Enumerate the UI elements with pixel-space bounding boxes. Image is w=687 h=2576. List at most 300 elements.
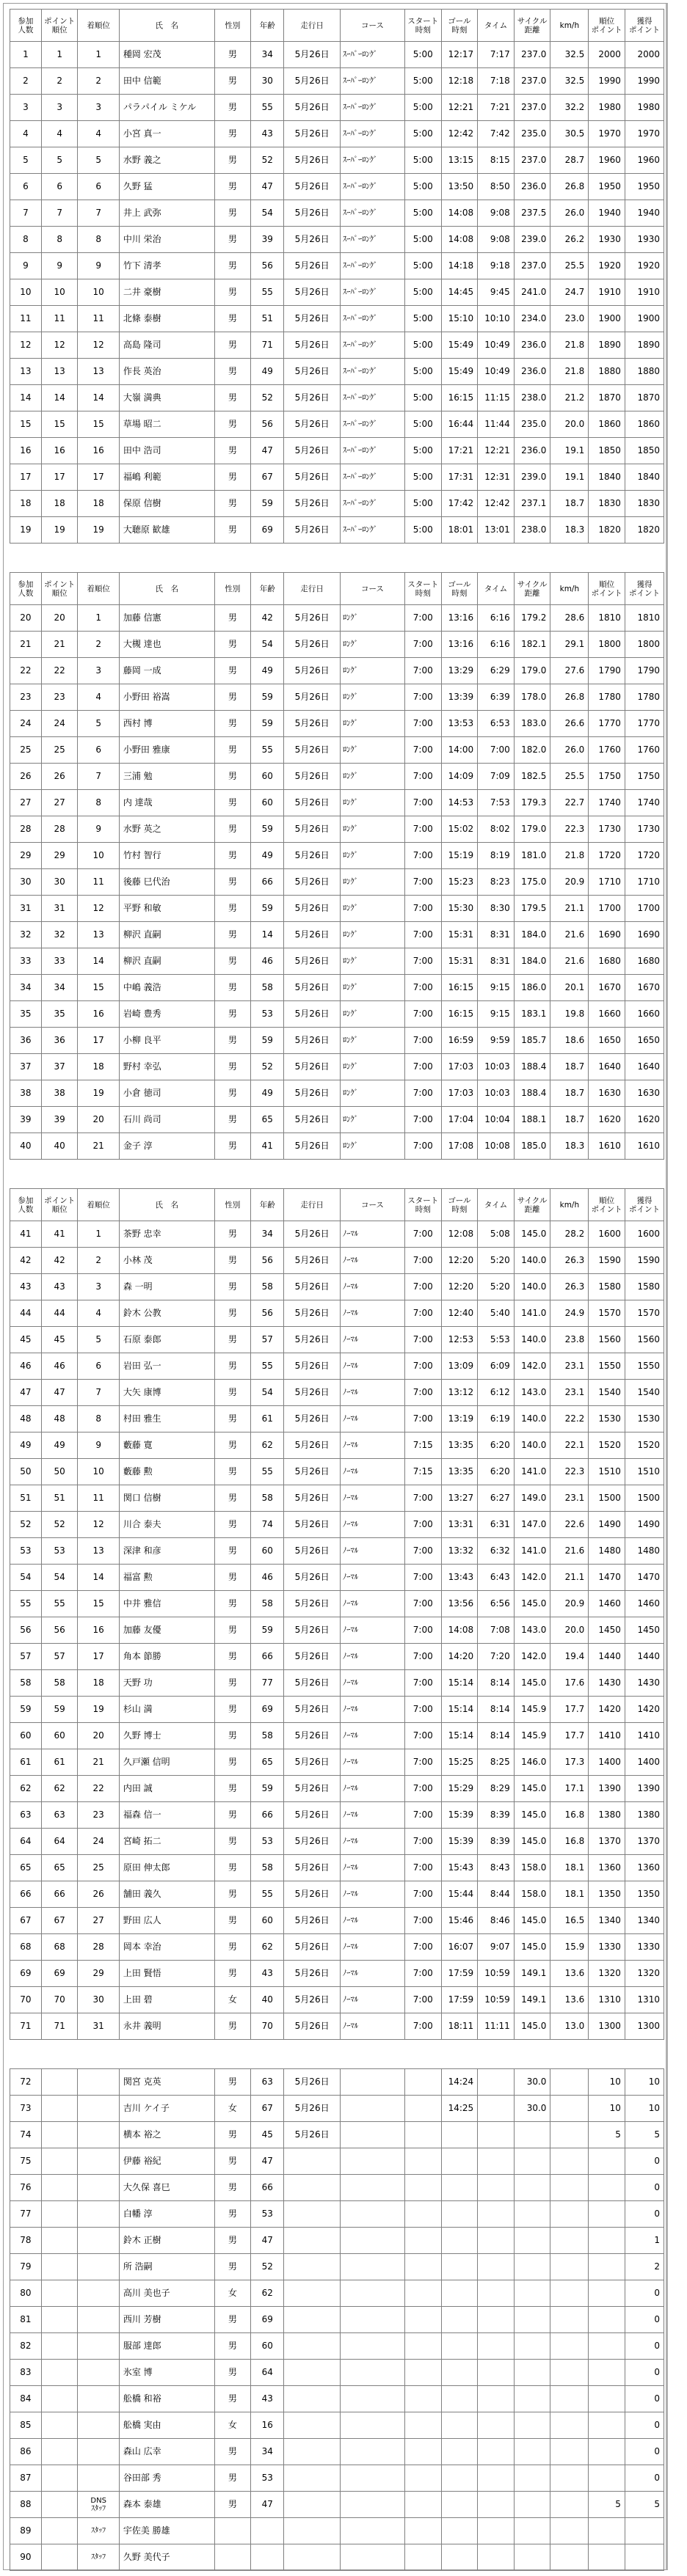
cell-elapsed-time: 10:59 [478, 1961, 515, 1987]
cell-finish-rank [78, 2333, 119, 2360]
cell-elapsed-time: 9:08 [478, 227, 515, 253]
cell-point-rank: 58 [41, 1670, 78, 1697]
cell-ride-date: 5月26日 [284, 1802, 341, 1829]
cell-ride-date: 5月26日 [284, 1248, 341, 1274]
cell-gender: 男 [214, 2333, 251, 2360]
cell-gender: 男 [214, 1353, 251, 1380]
cell-distance [514, 2465, 550, 2492]
cell-point-rank [41, 2465, 78, 2492]
cell-start-time [404, 2465, 441, 2492]
cell-finish-rank: 15 [78, 411, 119, 438]
cell-name: 小野田 裕嵩 [119, 684, 214, 711]
cell-entrant-no: 89 [10, 2518, 42, 2544]
cell-age: 74 [251, 1512, 284, 1538]
cell-entrant-no: 65 [10, 1855, 42, 1881]
cell-speed: 21.6 [550, 1538, 589, 1565]
cell-age: 60 [251, 1538, 284, 1565]
cell-course: ｽｰﾊﾟｰﾛﾝｸﾞ [340, 68, 404, 95]
cell-age: 16 [251, 2412, 284, 2439]
cell-distance: 146.0 [514, 1749, 550, 1776]
cell-entrant-no: 71 [10, 2013, 42, 2040]
cell-goal-time: 15:46 [441, 1908, 478, 1934]
cell-elapsed-time [478, 2069, 515, 2096]
cell-name: 平野 和敏 [119, 896, 214, 922]
cell-distance: 145.0 [514, 1802, 550, 1829]
cell-ride-date: 5月26日 [284, 975, 341, 1001]
cell-finish-rank: 10 [78, 1459, 119, 1485]
cell-gender: 男 [214, 1300, 251, 1327]
cell-age: 55 [251, 95, 284, 121]
cell-finish-rank: 1 [78, 1221, 119, 1248]
cell-ride-date: 5月26日 [284, 68, 341, 95]
cell-start-time: 7:00 [404, 1617, 441, 1644]
table-row [10, 711, 664, 737]
cell-start-time: 7:00 [404, 605, 441, 632]
cell-goal-time: 16:44 [441, 411, 478, 438]
cell-point-rank [41, 2096, 78, 2122]
cell-point-rank: 24 [41, 711, 78, 737]
table-row [10, 1908, 664, 1934]
cell-ride-date [284, 2360, 341, 2386]
cell-distance: 182.5 [514, 764, 550, 790]
cell-course: ﾉｰﾏﾙ [340, 1644, 404, 1670]
cell-entrant-no: 53 [10, 1538, 42, 1565]
cell-speed [550, 2465, 589, 2492]
cell-point-rank [41, 2307, 78, 2333]
cell-course: ｽｰﾊﾟｰﾛﾝｸﾞ [340, 42, 404, 68]
cell-goal-time: 13:16 [441, 632, 478, 658]
header-ride-date: 走行日 [284, 10, 341, 42]
cell-name: 谷田部 秀 [119, 2465, 214, 2492]
cell-distance: 182.1 [514, 632, 550, 658]
cell-gender: 男 [214, 1001, 251, 1028]
cell-name: 横本 裕之 [119, 2122, 214, 2148]
cell-course: ﾉｰﾏﾙ [340, 1248, 404, 1274]
cell-start-time: 5:00 [404, 253, 441, 279]
cell-entrant-no: 37 [10, 1054, 42, 1080]
header-speed: km/h [550, 1189, 589, 1221]
cell-course: ﾛﾝｸﾞ [340, 869, 404, 896]
cell-start-time: 7:00 [404, 1723, 441, 1749]
cell-start-time: 7:00 [404, 1749, 441, 1776]
cell-age: 60 [251, 2333, 284, 2360]
cell-speed: 19.1 [550, 464, 589, 491]
cell-entrant-no: 40 [10, 1133, 42, 1160]
cell-ride-date: 5月26日 [284, 1406, 341, 1432]
cell-elapsed-time: 9:15 [478, 1001, 515, 1028]
cell-earned-points: 1730 [625, 816, 664, 843]
cell-elapsed-time: 5:20 [478, 1248, 515, 1274]
cell-course: ｽｰﾊﾟｰﾛﾝｸﾞ [340, 147, 404, 174]
cell-elapsed-time [478, 2386, 515, 2412]
cell-finish-rank: 21 [78, 1749, 119, 1776]
cell-speed: 26.8 [550, 174, 589, 200]
cell-age: 63 [251, 2069, 284, 2096]
cell-goal-time [441, 2307, 478, 2333]
cell-point-rank: 64 [41, 1829, 78, 1855]
cell-finish-rank: 31 [78, 2013, 119, 2040]
cell-elapsed-time: 6:29 [478, 658, 515, 684]
cell-name: 川合 泰夫 [119, 1512, 214, 1538]
cell-course: ﾛﾝｸﾞ [340, 711, 404, 737]
cell-finish-rank: 11 [78, 869, 119, 896]
cell-rank-points [589, 2254, 625, 2280]
cell-ride-date: 5月26日 [284, 1644, 341, 1670]
cell-speed: 32.5 [550, 42, 589, 68]
cell-gender: 男 [214, 1617, 251, 1644]
cell-speed: 20.9 [550, 1591, 589, 1617]
cell-point-rank: 62 [41, 1776, 78, 1802]
cell-entrant-no: 74 [10, 2122, 42, 2148]
table-row [10, 279, 664, 306]
cell-gender: 男 [214, 764, 251, 790]
cell-speed: 17.1 [550, 1776, 589, 1802]
cell-name: 水野 義之 [119, 147, 214, 174]
cell-earned-points: 1440 [625, 1644, 664, 1670]
cell-point-rank: 68 [41, 1934, 78, 1961]
cell-distance: 140.0 [514, 1406, 550, 1432]
cell-earned-points: 1840 [625, 464, 664, 491]
cell-point-rank: 26 [41, 764, 78, 790]
cell-elapsed-time: 6:19 [478, 1406, 515, 1432]
cell-elapsed-time [478, 2254, 515, 2280]
cell-earned-points: 1700 [625, 896, 664, 922]
cell-entrant-no: 12 [10, 332, 42, 359]
cell-goal-time: 13:12 [441, 1380, 478, 1406]
cell-point-rank: 7 [41, 200, 78, 227]
cell-entrant-no: 23 [10, 684, 42, 711]
table-row [10, 1054, 664, 1080]
cell-goal-time: 14:20 [441, 1644, 478, 1670]
table-row [10, 332, 664, 359]
cell-ride-date: 5月26日 [284, 1001, 341, 1028]
cell-speed [550, 2096, 589, 2122]
cell-course: ﾛﾝｸﾞ [340, 1028, 404, 1054]
table-row [10, 147, 664, 174]
cell-ride-date: 5月26日 [284, 359, 341, 385]
cell-elapsed-time: 10:03 [478, 1080, 515, 1107]
cell-entrant-no: 82 [10, 2333, 42, 2360]
cell-rank-points: 1930 [589, 227, 625, 253]
cell-ride-date: 5月26日 [284, 1300, 341, 1327]
cell-rank-points: 1890 [589, 332, 625, 359]
cell-elapsed-time: 9:45 [478, 279, 515, 306]
cell-start-time: 7:00 [404, 1829, 441, 1855]
cell-finish-rank [78, 2228, 119, 2254]
cell-gender [214, 2544, 251, 2571]
cell-gender: 男 [214, 1538, 251, 1565]
cell-age: 56 [251, 1248, 284, 1274]
cell-goal-time: 15:14 [441, 1723, 478, 1749]
cell-earned-points: 1430 [625, 1670, 664, 1697]
cell-start-time: 7:00 [404, 1107, 441, 1133]
cell-distance: 147.0 [514, 1512, 550, 1538]
cell-point-rank: 46 [41, 1353, 78, 1380]
cell-ride-date [284, 2175, 341, 2201]
cell-gender: 男 [214, 843, 251, 869]
cell-ride-date: 5月26日 [284, 1380, 341, 1406]
cell-goal-time: 12:53 [441, 1327, 478, 1353]
cell-course [340, 2280, 404, 2307]
cell-ride-date: 5月26日 [284, 411, 341, 438]
cell-name: 永井 義明 [119, 2013, 214, 2040]
cell-elapsed-time: 10:10 [478, 306, 515, 332]
cell-point-rank: 51 [41, 1485, 78, 1512]
cell-start-time: 7:00 [404, 1512, 441, 1538]
cell-entrant-no: 60 [10, 1723, 42, 1749]
cell-entrant-no: 18 [10, 491, 42, 517]
cell-start-time: 7:00 [404, 1670, 441, 1697]
table-row [10, 1380, 664, 1406]
cell-point-rank: 8 [41, 227, 78, 253]
cell-elapsed-time: 9:08 [478, 200, 515, 227]
cell-point-rank: 2 [41, 68, 78, 95]
cell-course: ﾛﾝｸﾞ [340, 1054, 404, 1080]
cell-gender: 男 [214, 1512, 251, 1538]
cell-speed: 21.8 [550, 843, 589, 869]
cell-finish-rank [78, 2360, 119, 2386]
cell-point-rank [41, 2175, 78, 2201]
table-row [10, 922, 664, 948]
cell-point-rank: 3 [41, 95, 78, 121]
cell-start-time: 7:00 [404, 922, 441, 948]
cell-finish-rank: 23 [78, 1802, 119, 1829]
cell-age: 58 [251, 1274, 284, 1300]
cell-finish-rank: 13 [78, 922, 119, 948]
cell-earned-points: 1650 [625, 1028, 664, 1054]
cell-entrant-no: 19 [10, 517, 42, 544]
cell-course: ｽｰﾊﾟｰﾛﾝｸﾞ [340, 332, 404, 359]
cell-age: 42 [251, 605, 284, 632]
cell-name: 宇佐美 勝雄 [119, 2518, 214, 2544]
cell-gender: 男 [214, 1697, 251, 1723]
cell-point-rank: 25 [41, 737, 78, 764]
cell-start-time: 5:00 [404, 332, 441, 359]
cell-speed: 17.7 [550, 1697, 589, 1723]
cell-gender: 男 [214, 2307, 251, 2333]
cell-earned-points: 1780 [625, 684, 664, 711]
cell-elapsed-time: 7:42 [478, 121, 515, 147]
cell-finish-rank [78, 2307, 119, 2333]
cell-name: 小林 茂 [119, 1248, 214, 1274]
cell-ride-date: 5月26日 [284, 896, 341, 922]
cell-start-time [404, 2307, 441, 2333]
cell-name: 内田 誠 [119, 1776, 214, 1802]
cell-course: ﾉｰﾏﾙ [340, 1565, 404, 1591]
cell-entrant-no: 59 [10, 1697, 42, 1723]
cell-start-time: 5:00 [404, 121, 441, 147]
cell-speed [550, 2492, 589, 2518]
cell-entrant-no: 20 [10, 605, 42, 632]
cell-speed: 18.1 [550, 1881, 589, 1908]
cell-finish-rank: 2 [78, 68, 119, 95]
cell-earned-points: 1350 [625, 1881, 664, 1908]
table-row [10, 1749, 664, 1776]
cell-speed: 32.5 [550, 68, 589, 95]
cell-goal-time: 15:31 [441, 948, 478, 975]
cell-speed: 21.8 [550, 332, 589, 359]
cell-name: 所 浩嗣 [119, 2254, 214, 2280]
cell-elapsed-time: 7:00 [478, 737, 515, 764]
header-point-rank: ポイント 順位 [41, 10, 78, 42]
cell-course: ｽｰﾊﾟｰﾛﾝｸﾞ [340, 227, 404, 253]
cell-gender: 男 [214, 975, 251, 1001]
cell-elapsed-time: 6:12 [478, 1380, 515, 1406]
cell-goal-time: 13:39 [441, 684, 478, 711]
cell-course: ﾉｰﾏﾙ [340, 1776, 404, 1802]
cell-gender: 男 [214, 253, 251, 279]
cell-speed: 17.7 [550, 1723, 589, 1749]
header-rank-points: 順位 ポイント [589, 573, 625, 605]
cell-goal-time: 15:31 [441, 922, 478, 948]
cell-start-time: 7:00 [404, 632, 441, 658]
cell-distance: 184.0 [514, 948, 550, 975]
cell-age: 43 [251, 2386, 284, 2412]
table-row [10, 2122, 664, 2148]
cell-earned-points: 1320 [625, 1961, 664, 1987]
cell-goal-time: 15:49 [441, 359, 478, 385]
cell-age: 70 [251, 2013, 284, 2040]
cell-name: 森本 泰雄 [119, 2492, 214, 2518]
table-row [10, 1221, 664, 1248]
cell-distance [514, 2439, 550, 2465]
cell-finish-rank: 10 [78, 843, 119, 869]
cell-point-rank: 45 [41, 1327, 78, 1353]
cell-earned-points: 2000 [625, 42, 664, 68]
cell-rank-points: 1340 [589, 1908, 625, 1934]
cell-finish-rank: 7 [78, 1380, 119, 1406]
cell-speed [550, 2148, 589, 2175]
cell-goal-time: 14:00 [441, 737, 478, 764]
cell-earned-points: 1530 [625, 1406, 664, 1432]
cell-finish-rank: 16 [78, 1001, 119, 1028]
cell-entrant-no: 1 [10, 42, 42, 68]
cell-point-rank: 57 [41, 1644, 78, 1670]
cell-course [340, 2492, 404, 2518]
cell-elapsed-time: 11:44 [478, 411, 515, 438]
cell-earned-points: 1390 [625, 1776, 664, 1802]
cell-earned-points: 0 [625, 2412, 664, 2439]
cell-start-time: 7:00 [404, 843, 441, 869]
cell-goal-time: 13:27 [441, 1485, 478, 1512]
cell-goal-time: 17:59 [441, 1961, 478, 1987]
cell-ride-date: 5月26日 [284, 42, 341, 68]
cell-finish-rank [78, 2412, 119, 2439]
cell-goal-time: 13:43 [441, 1565, 478, 1591]
cell-point-rank [41, 2439, 78, 2465]
header-finish-rank: 着順位 [78, 1189, 119, 1221]
cell-start-time: 7:00 [404, 1591, 441, 1617]
cell-finish-rank: 4 [78, 1300, 119, 1327]
cell-earned-points: 2 [625, 2254, 664, 2280]
cell-elapsed-time: 10:08 [478, 1133, 515, 1160]
cell-course: ﾉｰﾏﾙ [340, 1749, 404, 1776]
cell-goal-time: 15:30 [441, 896, 478, 922]
cell-course [340, 2333, 404, 2360]
cell-elapsed-time: 8:23 [478, 869, 515, 896]
cell-course: ｽｰﾊﾟｰﾛﾝｸﾞ [340, 491, 404, 517]
cell-rank-points: 1520 [589, 1432, 625, 1459]
cell-elapsed-time [478, 2492, 515, 2518]
cell-name: 中井 雅信 [119, 1591, 214, 1617]
cell-goal-time: 14:25 [441, 2096, 478, 2122]
cell-course: ﾉｰﾏﾙ [340, 1432, 404, 1459]
cell-distance: 185.0 [514, 1133, 550, 1160]
cell-distance: 235.0 [514, 121, 550, 147]
cell-elapsed-time [478, 2307, 515, 2333]
cell-goal-time [441, 2544, 478, 2571]
cell-start-time: 5:00 [404, 147, 441, 174]
cell-finish-rank: DNS ｽﾀｯﾌ [78, 2492, 119, 2518]
cell-gender: 男 [214, 491, 251, 517]
cell-ride-date: 5月26日 [284, 737, 341, 764]
cell-elapsed-time: 6:09 [478, 1353, 515, 1380]
cell-start-time [404, 2096, 441, 2122]
cell-age: 47 [251, 2228, 284, 2254]
cell-name: 鈴木 公教 [119, 1300, 214, 1327]
table-row [10, 1881, 664, 1908]
cell-ride-date: 5月26日 [284, 1961, 341, 1987]
header-distance: サイクル 距離 [514, 1189, 550, 1221]
header-rank-points: 順位 ポイント [589, 1189, 625, 1221]
cell-name: 中川 栄治 [119, 227, 214, 253]
cell-age: 56 [251, 411, 284, 438]
cell-gender: 男 [214, 632, 251, 658]
cell-distance: 143.0 [514, 1380, 550, 1406]
cell-ride-date: 5月26日 [284, 764, 341, 790]
cell-course: ﾉｰﾏﾙ [340, 1829, 404, 1855]
header-course: コース [340, 10, 404, 42]
cell-age: 60 [251, 764, 284, 790]
cell-start-time: 7:00 [404, 737, 441, 764]
cell-distance: 143.0 [514, 1617, 550, 1644]
cell-elapsed-time: 8:39 [478, 1802, 515, 1829]
cell-point-rank: 67 [41, 1908, 78, 1934]
section-spacer [10, 1160, 664, 1189]
cell-speed: 17.6 [550, 1670, 589, 1697]
cell-ride-date: 5月26日 [284, 1617, 341, 1644]
cell-name: 上田 碧 [119, 1987, 214, 2013]
spacer-cell [10, 544, 664, 573]
cell-point-rank [41, 2544, 78, 2571]
cell-course: ｽｰﾊﾟｰﾛﾝｸﾞ [340, 174, 404, 200]
cell-elapsed-time: 7:08 [478, 1617, 515, 1644]
cell-earned-points: 1950 [625, 174, 664, 200]
table-row [10, 491, 664, 517]
cell-name: 大槻 達也 [119, 632, 214, 658]
cell-ride-date: 5月26日 [284, 1274, 341, 1300]
cell-start-time: 7:00 [404, 1221, 441, 1248]
cell-earned-points: 1340 [625, 1908, 664, 1934]
cell-name: 舗田 義久 [119, 1881, 214, 1908]
cell-start-time: 5:00 [404, 491, 441, 517]
cell-finish-rank: 14 [78, 1565, 119, 1591]
cell-course [340, 2386, 404, 2412]
cell-ride-date: 5月26日 [284, 1107, 341, 1133]
cell-entrant-no: 28 [10, 816, 42, 843]
cell-speed: 16.8 [550, 1829, 589, 1855]
cell-ride-date: 5月26日 [284, 279, 341, 306]
cell-age: 66 [251, 869, 284, 896]
cell-course [340, 2439, 404, 2465]
cell-finish-rank: 13 [78, 1538, 119, 1565]
cell-ride-date: 5月26日 [284, 2096, 341, 2122]
cell-earned-points: 1540 [625, 1380, 664, 1406]
cell-distance: 179.0 [514, 816, 550, 843]
cell-start-time [404, 2175, 441, 2201]
cell-goal-time: 15:29 [441, 1776, 478, 1802]
cell-elapsed-time: 8:43 [478, 1855, 515, 1881]
